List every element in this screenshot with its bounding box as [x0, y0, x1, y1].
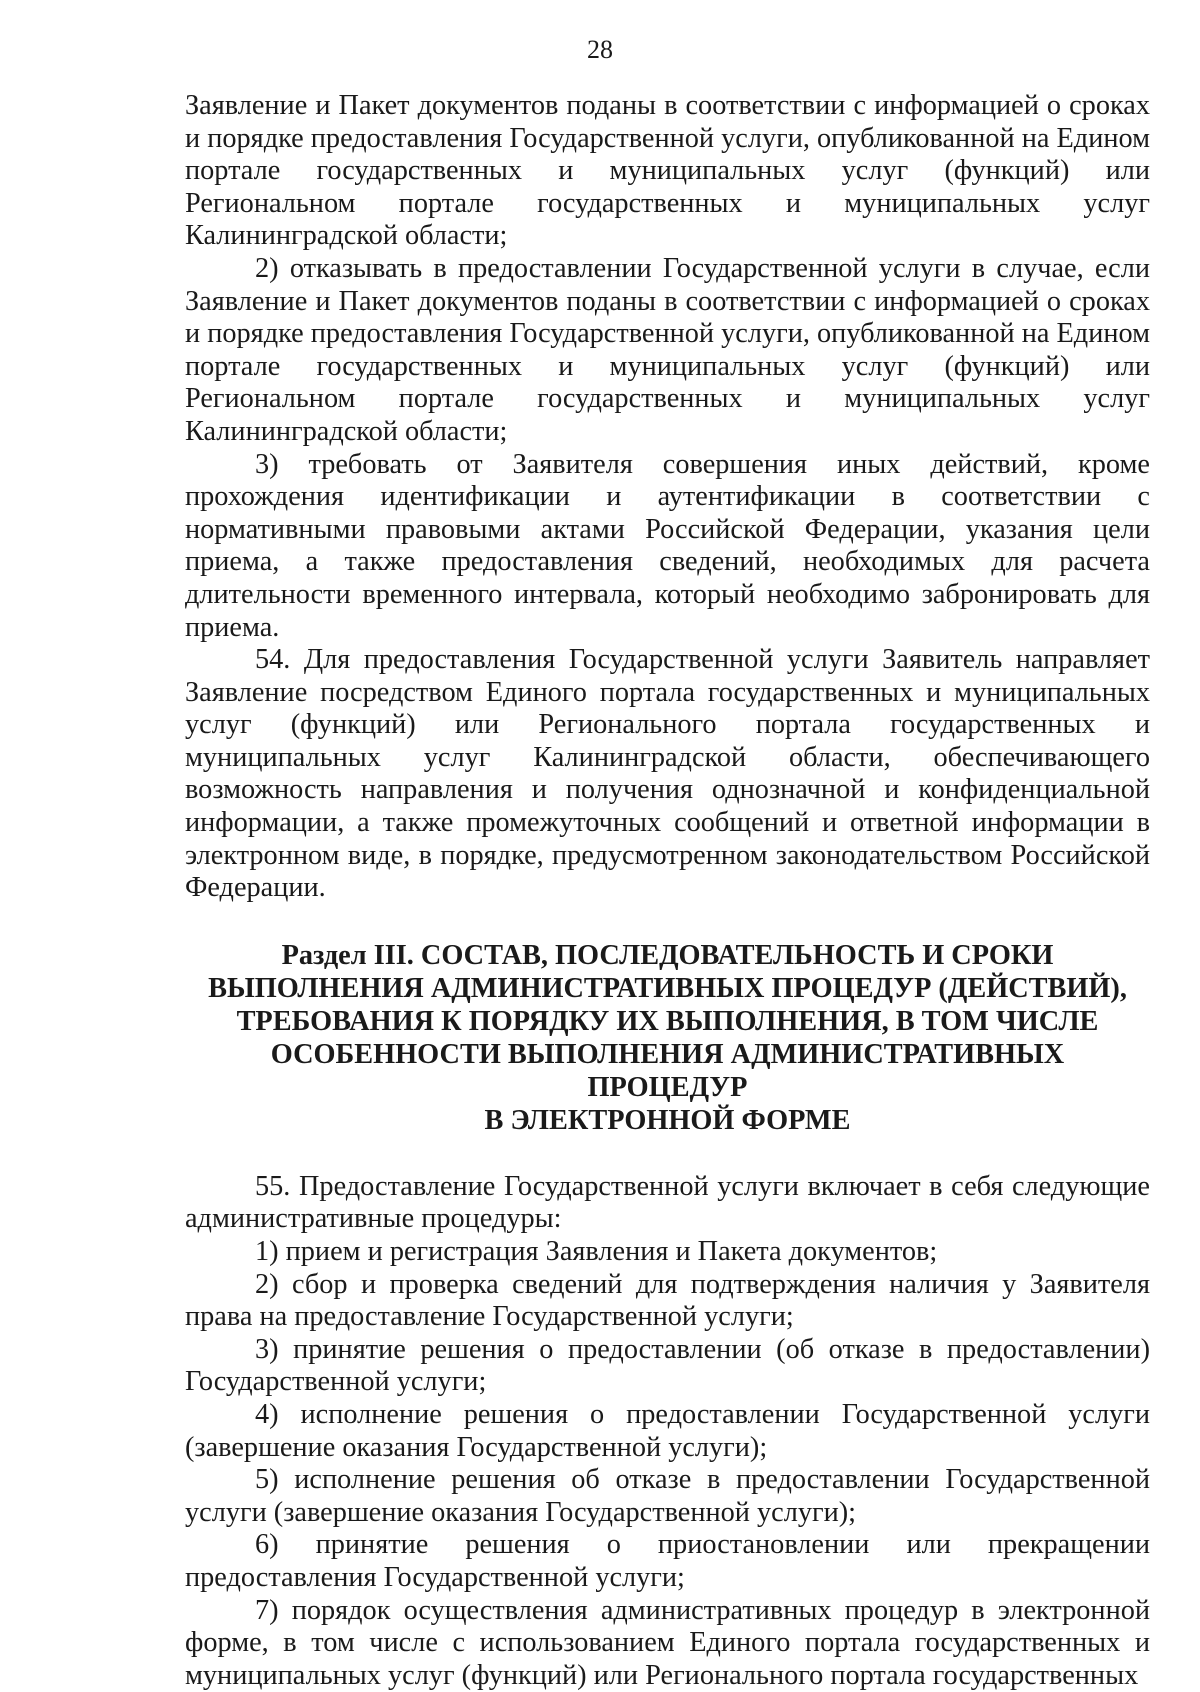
section-heading-line: Раздел III. СОСТАВ, ПОСЛЕДОВАТЕЛЬНОСТЬ И СРОКИ — [281, 939, 1054, 971]
section-heading-line: ВЫПОЛНЕНИЯ АДМИНИСТРАТИВНЫХ ПРОЦЕДУР (ДЕЙСТВИЙ), — [208, 972, 1127, 1004]
paragraph: 55. Предоставление Государственной услуги включает в себя следующие административные процедуры: — [185, 1170, 1150, 1235]
page-number: 28 — [587, 35, 613, 64]
list-item: 1) прием и регистрация Заявления и Пакета документов; — [255, 1236, 938, 1268]
list-item: 3) принятие решения о предоставлении (об отказе в предоставлении) Государственной услуги; — [185, 1333, 1150, 1398]
section-heading-line: В ЭЛЕКТРОННОЙ ФОРМЕ — [484, 1104, 851, 1136]
paragraph: 2) отказывать в предоставлении Государственной услуги в случае, если Заявление и Пакет документов поданы в соответствии с информацией о сроках и порядке предоставления Государственной услуги, опубликованной на Едином портале государственных и муниципальных услуг (функций) или Региональном портале государственных и муниципальных услуг Калининградской области; — [185, 252, 1150, 447]
section-heading — [185, 939, 1150, 1137]
paragraph: 3) требовать от Заявителя совершения иных действий, кроме прохождения идентификации и аутентификации в соответствии с нормативными правовыми актами Российской Федерации, указания цели приема, а также предоставления сведений, необходимых для расчета длительности временного интервала, который необходимо забронировать для приема. — [185, 448, 1150, 643]
list-item: 6) принятие решения о приостановлении или прекращении предоставления Государственной услуги; — [185, 1529, 1150, 1593]
paragraph: 54. Для предоставления Государственной услуги Заявитель направляет Заявление посредством Единого портала государственных и муниципальных услуг (функций) или Регионального портала государственных и муниципальных услуг Калининградской области, обеспечивающего возможность направления и получения однозначной и конфиденциальной информации, а также промежуточных сообщений и ответной информации в электронном виде, в порядке, предусмотренном законодательством Российской Федерации. — [185, 644, 1150, 904]
section-heading-line: ТРЕБОВАНИЯ К ПОРЯДКУ ИХ ВЫПОЛНЕНИЯ, В ТОМ ЧИСЛЕ — [236, 1005, 1099, 1037]
list-item: 4) исполнение решения о предоставлении Государственной услуги (завершение оказания Государственной услуги); — [185, 1399, 1150, 1463]
document-body — [185, 90, 1150, 1692]
list-item: 7) порядок осуществления административных процедур в электронной форме, в том числе с использованием Единого портала государственных и муниципальных услуг (функций) или Регионального портала государственных — [185, 1594, 1150, 1691]
paragraph: Заявление и Пакет документов поданы в соответствии с информацией о сроках и порядке предоставления Государственной услуги, опубликованной на Едином портале государственных и муниципальных услуг (функций) или Региональном портале государственных и муниципальных услуг Калининградской области; — [185, 90, 1150, 252]
list-item: 5) исполнение решения об отказе в предоставлении Государственной услуги (завершение оказания Государственной услуги); — [185, 1464, 1150, 1528]
list-item: 2) сбор и проверка сведений для подтверждения наличия у Заявителя права на предоставление Государственной услуги; — [185, 1268, 1150, 1333]
section-heading-line: ОСОБЕННОСТИ ВЫПОЛНЕНИЯ АДМИНИСТРАТИВНЫХ ПРОЦЕДУР — [270, 1038, 1065, 1103]
